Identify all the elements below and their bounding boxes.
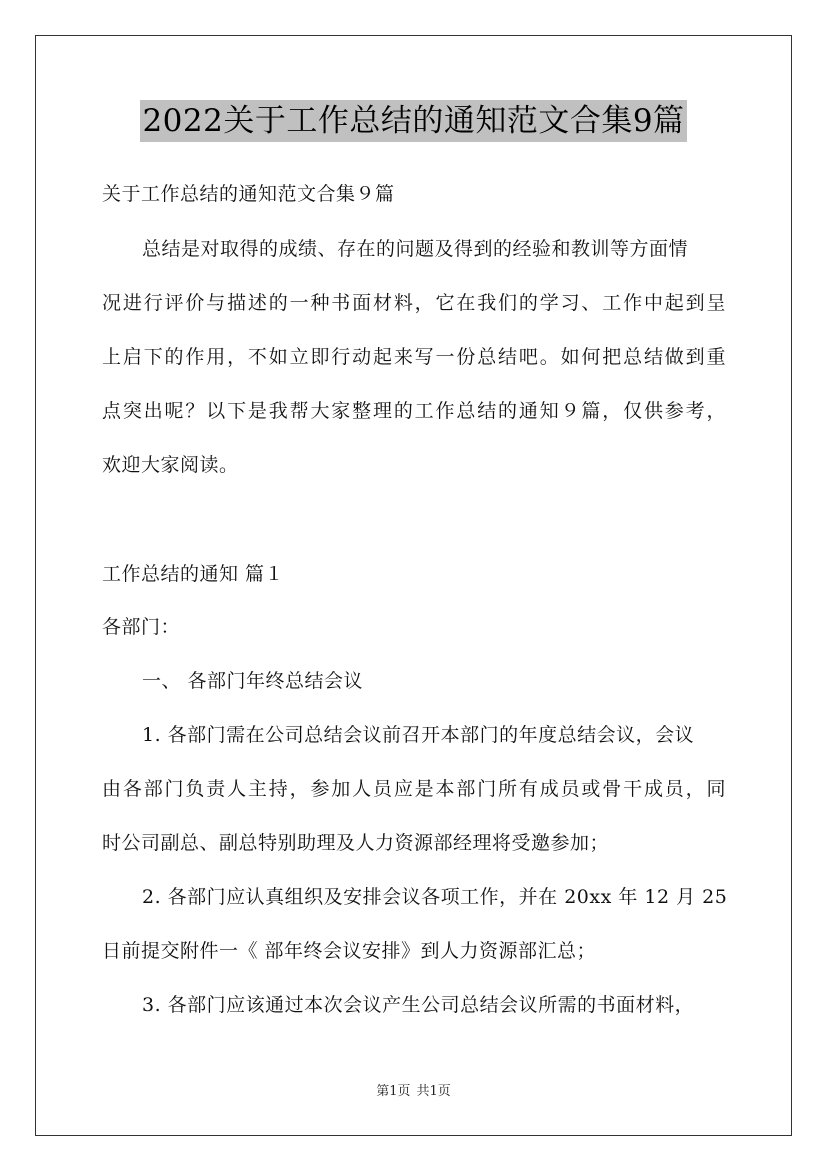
- document-title: 2022关于工作总结的通知范文合集9篇: [140, 100, 686, 142]
- item1-line-1: 1. 各部门需在公司总结会议前召开本部门的年度总结会议，会议: [142, 724, 695, 746]
- salutation: 各部门：: [102, 616, 181, 638]
- page-number: 第1页: [376, 1084, 411, 1099]
- title-container: [0, 100, 827, 142]
- page-total: 共1页: [416, 1084, 451, 1099]
- intro-line-5: 欢迎大家阅读。: [102, 454, 239, 476]
- intro-line-1: 总结是对取得的成绩、存在的问题及得到的经验和教训等方面情: [142, 238, 689, 260]
- item-heading: 一、 各部门年终总结会议: [142, 670, 364, 692]
- item1-line-3: 时公司副总、副总特别助理及人力资源部经理将受邀参加；: [102, 832, 610, 854]
- intro-line-4: 点突出呢？以下是我帮大家整理的工作总结的通知９篇，仅供参考，: [102, 400, 726, 422]
- intro-line-3: 上启下的作用，不如立即行动起来写一份总结吧。如何把总结做到重: [102, 346, 726, 368]
- intro-line-2: 况进行评价与描述的一种书面材料，它在我们的学习、工作中起到呈: [102, 292, 726, 314]
- page-footer: [0, 1083, 827, 1101]
- item2-line-2: 日前提交附件一《 部年终会议安排》到人力资源部汇总；: [102, 940, 597, 962]
- item1-line-2: 由各部门负责人主持，参加人员应是本部门所有成员或骨干成员，同: [102, 778, 726, 800]
- item2-line-1: 2. 各部门应认真组织及安排会议各项工作，并在 20xx 年 12 月 25: [142, 886, 728, 908]
- document-subtitle: 关于工作总结的通知范文合集９篇: [102, 183, 395, 205]
- item3-line-1: 3. 各部门应该通过本次会议产生公司总结会议所需的书面材料，: [142, 994, 695, 1016]
- section-heading: 工作总结的通知 篇１: [102, 563, 285, 585]
